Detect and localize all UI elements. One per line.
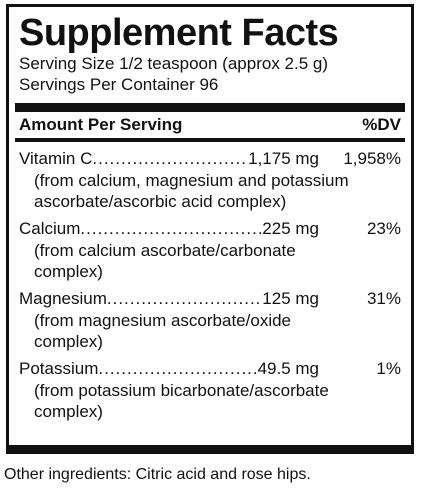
nutrient-source-line: (from calcium, magnesium and potassium	[34, 171, 349, 190]
header-divider	[15, 138, 405, 142]
nutrient-name: Vitamin C	[19, 149, 93, 168]
nutrient-source-line: complex)	[34, 332, 103, 351]
servings-per-container: Servings Per Container 96	[19, 75, 219, 94]
nutrient-dv: 23%	[366, 219, 401, 238]
panel-title: Supplement Facts	[19, 12, 339, 54]
column-header	[19, 112, 401, 138]
leader-dots	[98, 358, 257, 380]
nutrient-source-line: complex)	[34, 262, 103, 281]
nutrient-row	[19, 358, 401, 380]
nutrient-source-line: (from magnesium ascorbate/oxide	[34, 311, 292, 330]
nutrient-name: Calcium	[19, 219, 81, 238]
leader-dots	[80, 218, 262, 240]
nutrient-potassium	[19, 358, 401, 422]
dv-label: %DV	[362, 115, 401, 134]
nutrient-row	[19, 288, 401, 310]
nutrient-amount: 125 mg	[262, 289, 319, 308]
nutrient-dv: 1,958%	[343, 149, 401, 168]
nutrient-amount: 225 mg	[262, 219, 319, 238]
thick-divider	[15, 103, 405, 112]
nutrient-vitamin-c	[19, 148, 401, 212]
bottom-divider	[6, 445, 414, 454]
nutrient-name: Potassium	[19, 359, 99, 378]
leader-dots	[107, 288, 262, 310]
amount-per-serving-label: Amount Per Serving	[19, 115, 183, 134]
nutrient-dv: 31%	[366, 289, 401, 308]
nutrient-magnesium	[19, 288, 401, 352]
nutrient-amount: 1,175 mg	[248, 149, 319, 168]
other-ingredients: Other ingredients: Citric acid and rose hips.	[4, 466, 311, 483]
nutrient-source-line: (from potassium bicarbonate/ascorbate	[34, 381, 329, 400]
serving-size: Serving Size 1/2 teaspoon (approx 2.5 g)	[19, 54, 329, 73]
nutrient-dv: 1%	[376, 359, 401, 378]
nutrient-source-line: ascorbate/ascorbic acid complex)	[34, 192, 287, 211]
nutrient-source-line: complex)	[34, 402, 103, 421]
nutrient-row	[19, 218, 401, 240]
leader-dots	[92, 148, 248, 170]
nutrient-source-line: (from calcium ascorbate/carbonate	[34, 241, 296, 260]
nutrient-amount: 49.5 mg	[257, 359, 319, 378]
nutrient-calcium	[19, 218, 401, 282]
supplement-facts-panel	[6, 4, 414, 454]
nutrient-name: Magnesium	[19, 289, 107, 308]
nutrient-row	[19, 148, 401, 170]
